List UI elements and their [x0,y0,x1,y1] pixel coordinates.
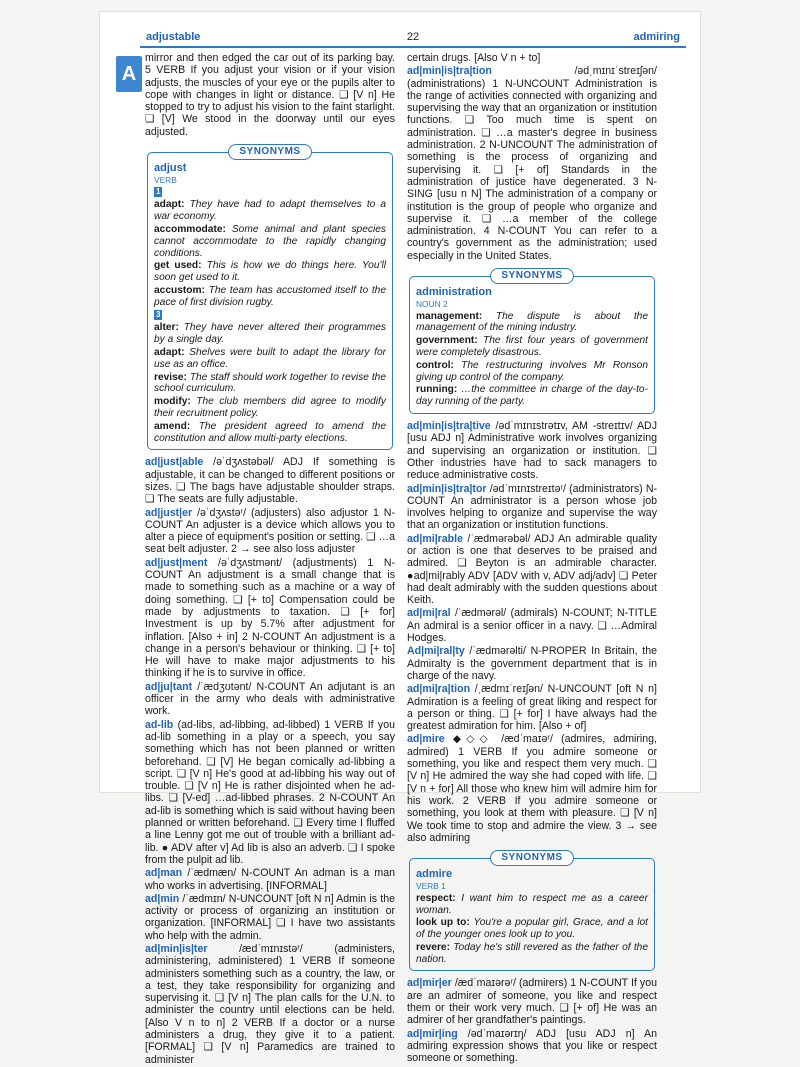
entry-definition: /ˈædmərəl/ (admirals) N-COUNT; N-TITLE An admiral is a senior officer in a navy. ❑ …Admiral Hodges. [407,607,657,645]
synonym-line [416,384,648,408]
synonym-word: modify: [154,396,191,408]
guide-word-left: adjustable [146,31,201,43]
dictionary-entry [407,645,657,682]
entry-headword: ad|mir|ing [407,1027,458,1040]
synonym-example: The team has accustomed itself to the pace of first division rugby. [154,285,386,308]
left-column [145,52,395,1067]
entry-definition: /əˈdʒʌstəʳ/ (adjusters) also adjustor 1 N-COUNT An adjuster is a device which allows you to alter a piece of equipment's position or setting. ❑ …a seat belt adjuster. 2 → see also loss adjuster [145,506,396,556]
entry-headword: ad|ju|tant [145,680,193,693]
synonym-word: running: [416,384,458,396]
entry-definition: (ad-libs, ad-libbing, ad-libbed) 1 VERB If you ad-lib something in a play or a speech, you say something which has not been planned or written beforehand. ❑ [V] He began comically ad-libbing a script. ❑ [V n] He's good at ad-libbing his way out of trouble. ❑ [V n] He is rather disjointed when he ad-libs. ❑ [V-ed] …ad-libbed phrases. 2 N-COUNT An ad-lib is something which is said without having been planned or written beforehand. ❑ Every time I fluffed a line Lenny got me out of trouble with a brilliant ad-lib. ● ADV after v] Ad lib is also an adverb. ❑ I spoke from the pulpit ad lib. [145,718,395,866]
entry-list [145,456,395,1066]
synonym-example: …the committee in charge of the day-to-day running of the party. [416,384,648,408]
synonyms-title: SYNONYMS [490,268,573,284]
synonym-line [154,347,386,371]
synonym-line [154,187,386,199]
synonym-word: alter: [154,322,179,334]
entry-headword: ad|min [145,892,180,905]
entry-headword: ad|mire [407,733,445,746]
synonym-example: This is how we do things here. You'll soon get used to it. [154,260,386,284]
synonym-example: The restructuring involves Mr Ronson giving up control of the company. [416,359,648,383]
synonym-line [154,199,386,223]
synonym-line [416,893,648,917]
entry-headword: ad|min|is|tra|tive [407,420,491,433]
synonym-line [416,335,648,359]
synonym-list [154,187,386,445]
synonym-line [154,421,386,445]
entry-headword: ad|just|able [145,456,204,469]
synonym-word: revere: [416,941,450,953]
synonym-line [154,396,386,420]
running-header [146,31,680,45]
entry-headword: ad|just|er [145,506,193,519]
entry-headword: ad-lib [145,718,174,731]
synonym-headword: admire [416,868,453,881]
dictionary-entry [145,557,395,680]
entry-definition: /ˌædmɪˈreɪʃən/ N-UNCOUNT [oft N n] Admiration is a feeling of great liking and respect for a person or thing. ❑ [+ for] I have always had the greatest admiration for him. [Also + of] [407,683,657,733]
synonym-word: adapt: [154,199,185,211]
dictionary-entry [407,1028,657,1065]
entry-headword: ad|mi|ra|tion [407,683,471,696]
synonym-example: Some animal and plant species cannot accommodate to the rapidly changing conditions. [154,224,386,259]
synonyms-title: SYNONYMS [228,144,311,160]
synonym-example: The first four years of government were completely disastrous. [416,335,648,359]
dictionary-entry [145,507,395,556]
dictionary-entry [407,977,657,1026]
synonym-line [154,224,386,259]
entry-definition: /ædˈmaɪərəʳ/ (admirers) 1 N-COUNT If you are an admirer of someone, you like and respect them or their work very much. ❑ [+ of] He was an admirer of her grandfather's paintings. [407,977,657,1027]
dictionary-entry [407,65,657,262]
synonym-word: look up to: [416,917,470,929]
synonym-example: You're a popular girl, Grace, and a lot of the younger ones look up to you. [416,917,648,941]
synonym-line [154,322,386,346]
synonym-line [154,310,386,322]
entry-headword: ad|mi|ral [407,607,451,620]
sense-number: 3 [156,309,161,319]
synonyms-title: SYNONYMS [490,850,573,866]
synonyms-box-adjust [147,146,393,450]
synonym-example: The staff should work together to revise the school curriculum. [154,371,386,395]
entry-list [407,977,657,1064]
synonym-word: respect: [416,892,456,904]
entry-definition: /ædˈmɪnɪstəʳ/ (administers, administering, administered) 1 VERB If someone administers something such as a country, the law, or a test, they take responsibility for organizing and supervising it. ❑ [V n] The plan calls for the U.N. to administer the country until elections can be held. [Also V n to n] 2 VERB If a doctor or a nurse administers a drug, they give it to a patient. [FORMAL] ❑ [V n] Paramedics are trained to administer [145,942,395,1066]
synonym-word: management: [416,310,483,322]
dictionary-entry [145,867,395,892]
entry-definition: /ədˌmɪnɪˈstreɪʃən/ (administrations) 1 N-UNCOUNT Administration is the range of activities connected with organizing and supervising the way that an organization or institution functions. ❑ Too much time is spent on administration. ❑ …a master's degree in business administration. 2 N-UNCOUNT The administration of something is the process of organizing and supervising it. ❑ [+ of] Standards in the administration of justice have degenerated. 3 N-SING [usu n N] The administration of a company or institution is the group of people who organize and supervise it. ❑ …a member of the college administration. 4 N-COUNT You can refer to a country's government as the administration; used especially in the United States. [407,65,657,262]
synonym-pos: NOUN 2 [416,298,448,309]
page-number: 22 [406,31,420,43]
synonym-list [416,311,648,408]
entry-definition: /ədˈmɪnɪstreɪtəʳ/ (administrators) N-COUNT An administrator is a person whose job involves helping to organize and supervise the way that an organization or institution functions. [407,482,657,532]
dictionary-entry [145,893,395,942]
entry-headword: ad|mir|er [407,977,452,990]
synonyms-box-administration [409,270,655,414]
synonym-line [416,360,648,384]
dictionary-entry [407,607,657,644]
entry-definition: ◆◇◇ /ædˈmaɪəʳ/ (admires, admiring, admired) 1 VERB If you admire someone or something, you like and respect them very much. ❑ [V n] He admired the way she had coped with life. ❑ [V n + for] All those who knew him will admire him for his work. 2 VERB If you admire someone or something, you look at them with pleasure. ❑ [V n] We took time to stop and admire the view. 3 → see also admiring [407,733,657,844]
entry-headword: ad|just|ment [145,556,208,569]
sense-number: 1 [156,186,161,196]
synonym-example: Today he's still revered as the father of the nation. [416,941,648,965]
intro-text: mirror and then edged the car out of its parking bay. 5 VERB If you adjust your vision or if your vision adjusts, the muscles of your eye or the pupils alter to cope with changes in light or distance. ❑ [V n] He stopped to try to adjust his vision to the faint starlight. ❑ [V] We stood in the doorway until our eyes adjusted. [145,52,395,138]
synonym-line [154,260,386,284]
synonym-line [154,285,386,309]
entry-definition: /ədˈmɪnɪstrətɪv, AM -streɪtɪv/ ADJ [usu ADJ n] Administrative work involves organizing and supervising an organization or institution. ❑ Other industries have had to sack managers to reduce administrative costs. [407,420,657,482]
dictionary-entry [407,733,657,844]
letter-tab: A [116,56,142,92]
entry-definition: /ˈædmæn/ N-COUNT An adman is a man who works in advertising. [INFORMAL] [145,867,395,892]
entry-headword: ad|min|is|tra|tor [407,482,487,495]
right-column [407,52,657,1066]
synonym-word: accustom: [154,285,205,297]
synonym-line [416,311,648,335]
synonym-pos: VERB [154,174,177,185]
entry-headword: ad|man [145,867,183,880]
synonym-example: The president agreed to amend the constitution and allow multi-party elections. [154,420,386,444]
entry-definition: /ˈædmərəlti/ N-PROPER In Britain, the Admiralty is the government department that is in charge of the navy. [407,645,657,682]
dictionary-entry [407,483,657,532]
synonym-word: control: [416,359,454,371]
synonym-example: They have had to adapt themselves to a war economy. [154,199,386,223]
synonym-word: get used: [154,260,202,272]
guide-word-right: admiring [633,31,680,43]
entry-headword: ad|min|is|tra|tion [407,65,492,78]
synonym-pos: VERB 1 [416,880,446,891]
entry-definition: /ədˈmaɪərɪŋ/ ADJ [usu ADJ n] An admiring expression shows that you like or respect someone or something. [407,1027,657,1065]
synonym-headword: administration [416,286,492,299]
dictionary-entry [407,683,657,732]
header-rule [140,46,686,48]
entry-definition: /əˈdʒʌstəbəl/ ADJ If something is adjustable, it can be changed to different positions or sizes. ❑ The bags have adjustable shoulder straps. ❑ The seats are fully adjustable. [145,456,395,506]
dictionary-entry [407,533,657,607]
synonym-example: Shelves were built to adapt the library for use as an office. [154,347,386,370]
entry-headword: ad|min|is|ter [145,942,208,955]
entry-headword: Ad|mi|ral|ty [407,645,465,658]
entry-list [407,65,657,262]
synonym-word: government: [416,335,478,347]
dictionary-page [100,12,700,1066]
synonym-word: revise: [154,371,187,383]
synonym-word: accommodate: [154,224,226,236]
intro-text: certain drugs. [Also V n + to] [407,52,541,64]
synonym-example: The club members did agree to modify their recruitment policy. [154,396,386,420]
entry-headword: ad|mi|rable [407,532,463,545]
synonym-list [416,893,648,966]
synonym-word: amend: [154,420,191,432]
synonym-example: The dispute is about the management of the mining industry. [416,310,648,334]
synonym-line [416,917,648,941]
entry-list [407,420,657,844]
entry-definition: /ˈædmɪn/ N-UNCOUNT [oft N n] Admin is the activity or process of organizing an institution or organization. [INFORMAL] ❑ I have two assistants who help with the admin. [145,892,395,942]
entry-definition: /ˈædʒʊtənt/ N-COUNT An adjutant is an officer in the army who deals with administrative work. [145,680,395,718]
dictionary-entry [145,719,395,867]
synonym-line [416,942,648,966]
dictionary-entry [145,943,395,1066]
synonym-headword: adjust [154,162,187,175]
synonym-word: adapt: [154,347,185,359]
dictionary-entry [407,420,657,481]
synonyms-box-admire [409,852,655,971]
entry-definition: /əˈdʒʌstmənt/ (adjustments) 1 N-COUNT An adjustment is a small change that is made to something such as a machine or a way of doing something. ❑ [+ to] Compensation could be made by adjustments to taxation. ❑ [+ for] Investment is up by 5.7% after adjustment for inflation. [Also + in] 2 N-COUNT An adjustment is a change in a person's behaviour or thinking. ❑ [+ to] He will have to make major adjustments to his thinking if he is to survive in office. [145,556,395,680]
synonym-example: I want him to respect me as a career woman. [416,892,648,916]
entry-definition: /ˈædmərəbəl/ ADJ An admirable quality or action is one that deserves to be praised and admired. ❑ Beyton is an admirable character. ●ad|mi|rably ADV [ADV with v, ADV adj/adv] ❑ Peter had dealt admirably with the sudden questions about Keith. [407,532,657,607]
dictionary-entry [145,456,395,505]
dictionary-entry [145,681,395,718]
synonym-example: They have never altered their programmes by a single day. [154,322,386,346]
synonym-line [154,372,386,396]
